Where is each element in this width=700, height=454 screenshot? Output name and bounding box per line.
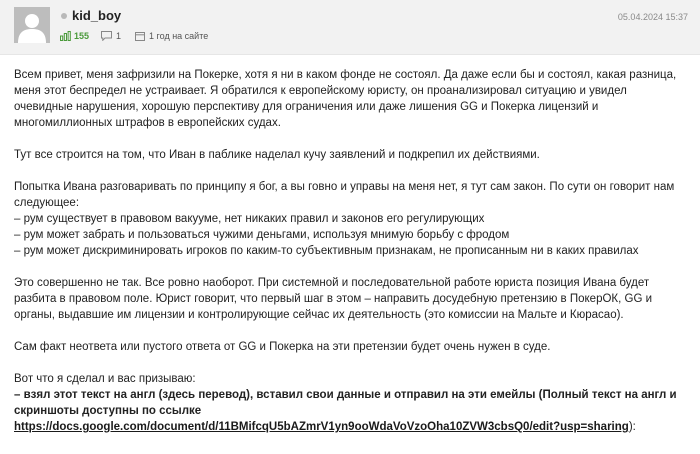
speech-bubble-icon (101, 31, 112, 41)
calendar-icon (135, 31, 145, 41)
paragraph-6-bold-text: – взял этот текст на англ (здесь перевод), вставил свои данные и отправил на эти емейлы (Полный текст на англ и скриншоты доступны по ссылке (14, 389, 677, 417)
list-item: – рум может забрать и пользоваться чужими деньгами, используя мнимую борьбу с фродом (14, 229, 510, 241)
paragraph-4: Это совершенно не так. Все ровно наоборот. При системной и последовательной работе юриста позиция Ивана будет разбита в правовом поле. Юрист говорит, что первый шаг в этом – направить досудебную претензию в ПокерОК, GG и органы, выдавшие им лицензии и контролирующие сейчас их деятельность (это комиссии на Мальте и Кюрасао). (14, 277, 653, 321)
status-dot (61, 13, 67, 19)
paragraph-3 (14, 179, 688, 259)
avatar[interactable] (14, 7, 50, 43)
time-on-site: 1 год на сайте (149, 31, 209, 41)
post-body (14, 67, 688, 451)
paragraph-6 (14, 371, 688, 435)
post-header (0, 0, 700, 55)
user-meta (60, 29, 208, 43)
user-rating: 155 (74, 31, 90, 41)
bar-chart-icon (60, 31, 71, 41)
list-item: – рум существует в правовом вакууме, нет никаких правил и законов его регулирующих (14, 213, 485, 225)
paragraph-3-intro: Попытка Ивана разговаривать по принципу я бог, а вы говно и управы на меня нет, я тут сам закон. По сути он говорит нам следующее: (14, 181, 675, 209)
paragraph-5: Сам факт неответа или пустого ответа от GG и Покерка на эти претензии будет очень нужен в суде. (14, 341, 551, 353)
paragraph-6-tail: ): (628, 421, 636, 433)
paragraph-2: Тут все строится на том, что Иван в паблике наделал кучу заявлений и подкрепил их действиями. (14, 149, 540, 161)
username-link[interactable]: kid_boy (72, 8, 122, 23)
post-date[interactable]: 05.04.2024 15:37 (617, 12, 688, 22)
list-item: – рум может дискриминировать игроков по каким-то субъективным признакам, не прописанным ни в каких правилах (14, 245, 639, 257)
default-avatar-icon (14, 7, 50, 43)
paragraph-1: Всем привет, меня зафризили на Покерке, хотя я ни в каком фонде не состоял. Да даже если бы и состоял, какая разница, меня этот беспредел не устраивает. Я обратился к европейскому юристу, он проанализировал ситуацию и увидел очевидные нарушения, хорошую перспективу для ограничения или даже лишения GG и Покерка лицензий и многомиллионных штрафов в европейских судах. (14, 69, 677, 129)
paragraph-6-intro: Вот что я сделал и вас призываю: (14, 373, 196, 385)
google-docs-link[interactable]: https://docs.google.com/document/d/11BMifcqU5bAZmrV1yn9ooWdaVoVzoOha10ZVW3cbsQ0/edit?usp=sharing (14, 421, 629, 433)
messages-count: 1 (116, 31, 122, 41)
